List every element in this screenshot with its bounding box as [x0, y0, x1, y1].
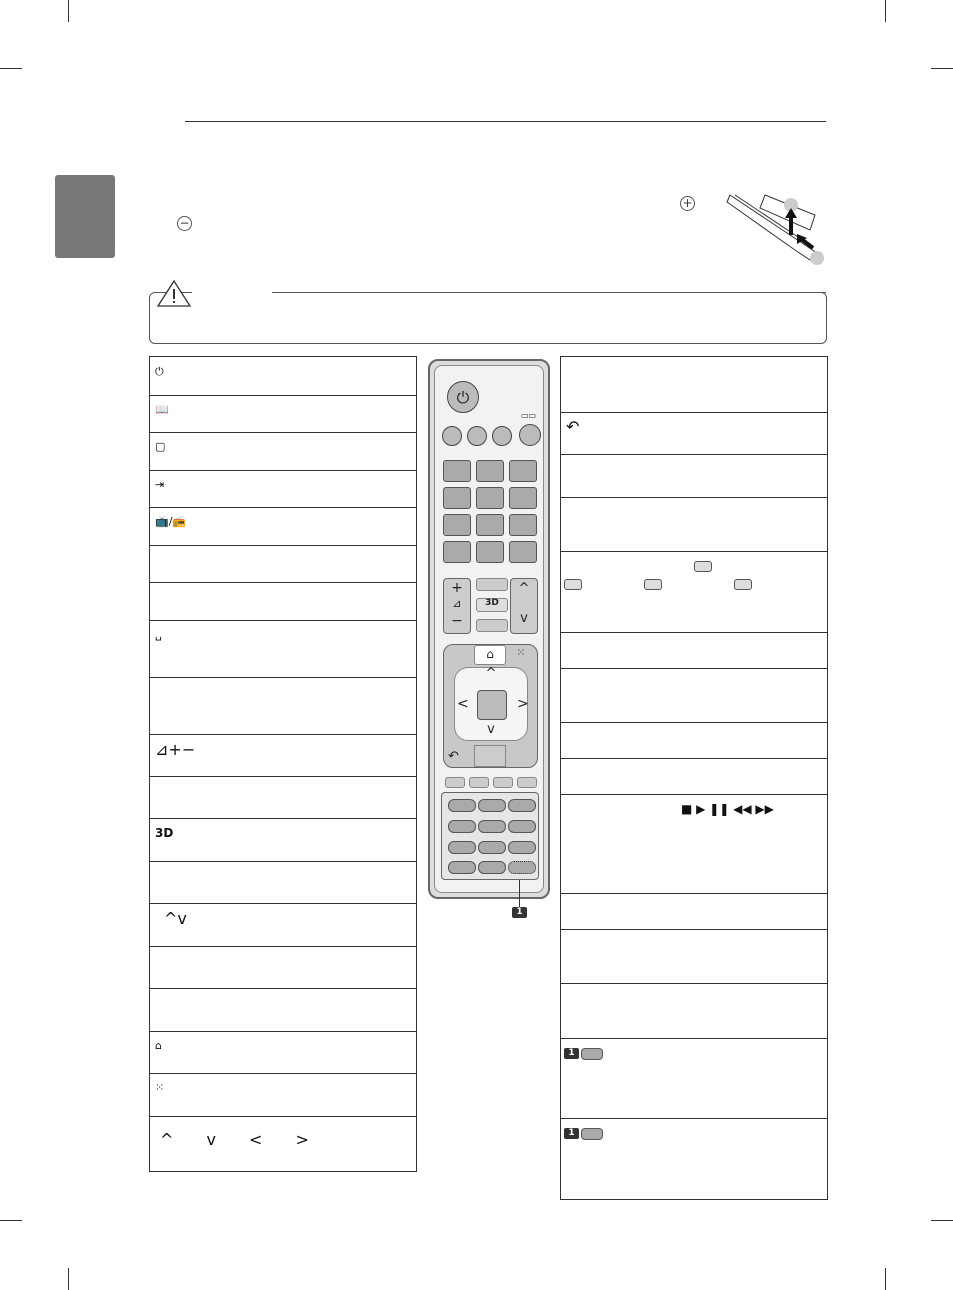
callout-number-icon: 1 [512, 907, 527, 918]
power-button [447, 381, 479, 413]
crop-mark [931, 68, 953, 69]
header-rule [185, 121, 826, 122]
battery-plus-icon: + [680, 196, 695, 211]
number-key [443, 487, 471, 509]
caution-box [149, 292, 827, 344]
remote-control [428, 359, 550, 899]
custom-button-icon [581, 1048, 603, 1060]
custom-button [508, 861, 536, 874]
table-row [561, 454, 827, 498]
screen-ratio-icon: ▢ [155, 440, 166, 453]
tv-radio-icon: ▭▭ [521, 411, 537, 420]
volume-rocker: + ⊿ − [443, 578, 471, 634]
table-row [561, 357, 827, 413]
callout-number-icon: 1 [564, 1128, 579, 1139]
language-tab [55, 175, 115, 258]
apps-grid-icon: ⁙ [155, 1081, 165, 1094]
fav-button [476, 578, 508, 591]
table-row [150, 395, 416, 433]
table-row [150, 620, 416, 678]
table-row [561, 983, 827, 1039]
rewind-button [448, 841, 476, 854]
crop-mark [68, 1268, 69, 1290]
green-button [469, 777, 489, 788]
table-row [561, 497, 827, 552]
table-row [561, 794, 827, 894]
table-row [561, 412, 827, 455]
table-row [150, 1031, 416, 1074]
battery-cover-illustration [725, 190, 830, 265]
table-row [150, 582, 416, 621]
table-row [150, 677, 416, 735]
home-button [474, 645, 506, 665]
yellow-button-icon [644, 579, 662, 590]
home-icon: ⌂ [486, 647, 494, 661]
table-row [150, 946, 416, 989]
power-icon: ⏻ [456, 388, 470, 407]
input-icon: ⇥ [155, 478, 165, 491]
table-row [150, 1073, 416, 1117]
table-row [150, 470, 416, 508]
blue-button-icon [734, 579, 752, 590]
table-row [150, 861, 416, 904]
ratio-button [467, 426, 487, 446]
battery-minus-icon: − [177, 216, 192, 231]
table-row [561, 1118, 827, 1199]
red-button-icon [694, 561, 712, 572]
number-key [476, 541, 504, 563]
table-row [150, 903, 416, 947]
callout-leader [519, 880, 520, 907]
custom-button-icon [581, 1128, 603, 1140]
table-row [561, 893, 827, 930]
crop-mark [885, 0, 886, 22]
table-row [150, 357, 416, 396]
volume-icon: ⊿+− [155, 740, 196, 759]
crop-mark [931, 1220, 953, 1221]
green-button-icon [564, 579, 582, 590]
number-key [443, 514, 471, 536]
playback-controls-icon: ■ ▶ ❚❚ ◀◀ ▶▶ [681, 802, 774, 816]
table-row [561, 722, 827, 759]
callout-number-icon: 1 [564, 1048, 579, 1059]
home-icon: ⌂ [155, 1039, 162, 1052]
direction-pad: ^ v < > [454, 667, 528, 741]
3d-button: 3D [476, 598, 508, 612]
table-row [150, 776, 416, 819]
table-row [561, 758, 827, 795]
table-row [561, 551, 827, 633]
number-key [476, 487, 504, 509]
mute-button [476, 619, 508, 632]
table-row [561, 668, 827, 723]
navigation-arrows-icon: ^ v < > [160, 1130, 323, 1149]
yellow-button [493, 777, 513, 788]
number-key [443, 541, 471, 563]
ok-button [477, 690, 507, 720]
media-panel [441, 792, 539, 880]
back-icon: ↶ [448, 749, 459, 764]
table-row [150, 507, 416, 546]
play-button [478, 820, 506, 833]
left-button-table [149, 356, 417, 1172]
channel-rocker: ^ v [510, 578, 538, 634]
remote-face [434, 365, 544, 893]
crop-mark [0, 1220, 22, 1221]
power-icon: ⏻ [155, 365, 164, 378]
table-row [561, 929, 827, 984]
table-row [150, 818, 416, 862]
number-key [509, 487, 537, 509]
pause-button [508, 820, 536, 833]
channel-up-down-icon: ^v [164, 909, 187, 928]
table-row [561, 1038, 827, 1119]
number-key [509, 541, 537, 563]
3d-icon: 3D [155, 826, 174, 840]
warning-triangle-icon [156, 278, 192, 308]
book-icon: 📖 [155, 403, 169, 416]
blue-button [517, 777, 537, 788]
right-button-table [560, 356, 828, 1200]
number-key [476, 460, 504, 482]
input-button [492, 426, 512, 446]
settings-button [474, 745, 506, 767]
table-row [150, 988, 416, 1032]
step-circle [810, 251, 824, 265]
fast-forward-button [478, 841, 506, 854]
apps-grid-icon: ⁙ [516, 646, 526, 659]
table-row [150, 1116, 416, 1171]
table-row [561, 632, 827, 669]
number-key [509, 460, 537, 482]
number-key [476, 514, 504, 536]
tv-radio-button [519, 424, 541, 446]
table-row [150, 432, 416, 471]
guide-button [442, 426, 462, 446]
crop-mark [68, 0, 69, 22]
stop-button [448, 820, 476, 833]
table-row [150, 545, 416, 583]
number-key [443, 460, 471, 482]
record-button [508, 841, 536, 854]
space-icon: ␣ [155, 628, 162, 641]
crop-mark [0, 68, 22, 69]
back-icon: ↶ [566, 417, 580, 436]
crop-mark [885, 1268, 886, 1290]
red-button [445, 777, 465, 788]
tv-radio-icon: 📺/📻 [155, 515, 187, 528]
navigation-panel [443, 644, 538, 768]
number-key [509, 514, 537, 536]
table-row [150, 734, 416, 777]
